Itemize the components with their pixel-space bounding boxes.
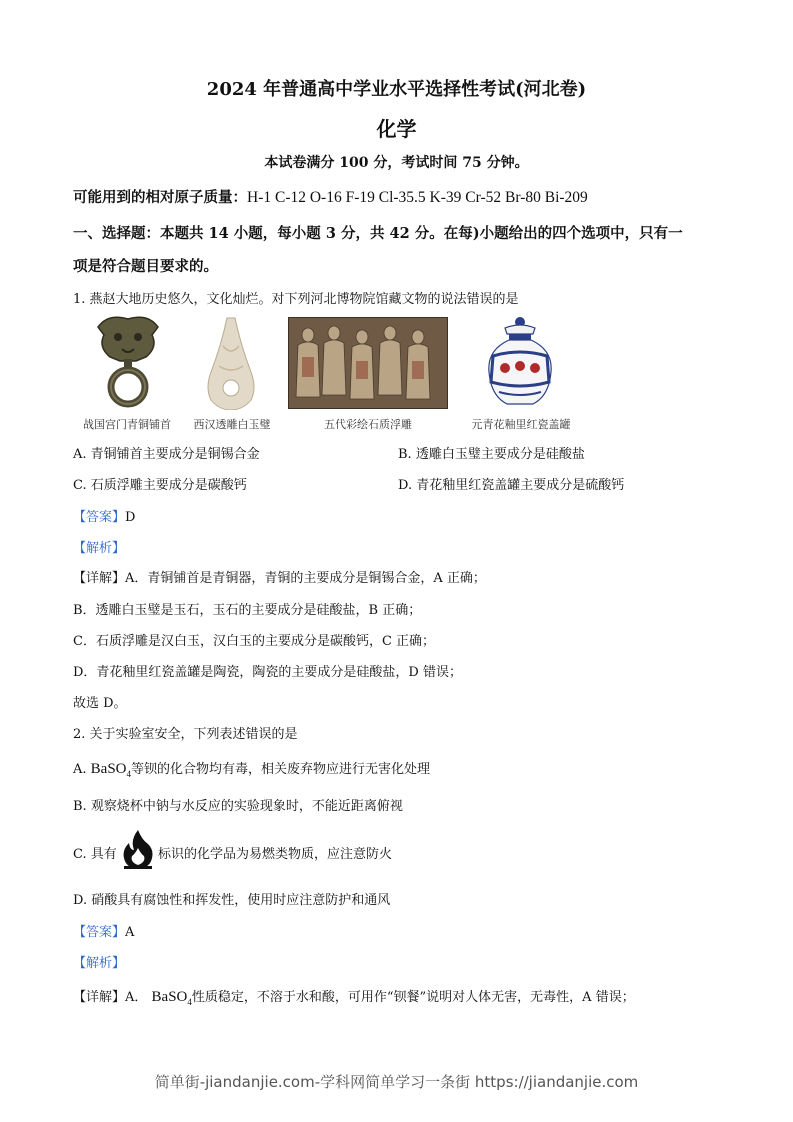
q2-answer-label: 【答案】: [73, 925, 126, 940]
q2-answer-line: [73, 921, 134, 940]
q2-analysis-label: 【解析】: [73, 956, 126, 971]
q1-option-c: C. 石质浮雕主要成分是碳酸钙: [73, 478, 247, 493]
atomic-mass-values: H-1 C-12 O-16 F-19 Cl-35.5 K-39 Cr-52 Br-80 Bi-209: [247, 189, 588, 206]
q1-detail-1: [73, 567, 486, 586]
white-jade-bi-icon: [205, 316, 257, 410]
footer-watermark: 简单街-jiandanjie.com-学科网简单学习一条街 https://jiandanjie.com: [154, 1073, 639, 1091]
q1-answer-label: 【答案】: [73, 510, 126, 525]
q2-detail-label: 【详解】: [73, 990, 126, 1005]
exam-title: 2024 年普通高中学业水平选择性考试(河北卷): [206, 79, 587, 100]
q2-option-b: B. 观察烧杯中钠与水反应的实验现象时，不能近距离俯视: [73, 799, 403, 814]
q2-answer-value: A: [125, 925, 135, 940]
baso4-formula-detail: BaSO$_4$: [151, 989, 192, 1007]
section-heading-line2: 项是符合题目要求的。: [73, 258, 218, 275]
q1-detail-label: 【详解】: [73, 571, 126, 586]
q1-option-b: B. 透雕白玉璧主要成分是硅酸盐: [398, 447, 585, 462]
baso4-formula: BaSO$_4$: [90, 761, 132, 779]
q1-detail-1-text: A．青铜铺首是青铜器，青铜的主要成分是铜锡合金，A 正确；: [125, 571, 486, 586]
q2-option-a: [73, 758, 430, 779]
q2-option-c-prefix: C. 具有: [73, 847, 117, 862]
q1-stem: 1. 燕赵大地历史悠久，文化灿烂。对下列河北博物院馆藏文物的说法错误的是: [73, 292, 519, 307]
q2-option-d: D. 硝酸具有腐蚀性和挥发性，使用时应注意防护和通风: [73, 893, 391, 908]
q1-detail-2: B．透雕白玉璧是玉石，玉石的主要成分是硅酸盐，B 正确；: [73, 603, 422, 618]
caption-bronze-door-knocker: 战国宫门青铜铺首: [83, 418, 171, 431]
porcelain-lidded-jar-icon: [485, 316, 555, 408]
q1-option-d: D. 青花釉里红瓷盖罐主要成分是硫酸钙: [398, 478, 625, 493]
flame-icon: [120, 828, 156, 870]
q2-detail-a: 【详解】A． BaSO$_4$性质稳定，不溶于水和酸，可用作“钡餐”说明对人体无害，无毒性，A 错误；: [73, 989, 635, 1007]
caption-white-jade-bi: 西汉透雕白玉璧: [193, 418, 271, 431]
q1-analysis-label: 【解析】: [73, 541, 126, 556]
exam-info: 本试卷满分 100 分，考试时间 75 分钟。: [264, 155, 529, 171]
bronze-door-knocker-icon: [92, 313, 164, 409]
atomic-mass-label: 可能用到的相对原子质量：: [73, 189, 247, 206]
q1-detail-4: D．青花釉里红瓷盖罐是陶瓷，陶瓷的主要成分是硅酸盐，D 错误；: [73, 665, 462, 680]
q1-answer-line: [73, 506, 135, 525]
q2-option-c-text: 标识的化学品为易燃类物质，应注意防火: [158, 847, 393, 862]
q1-option-a: A. 青铜铺首主要成分是铜锡合金: [73, 447, 260, 462]
q2-stem: 2. 关于实验室安全，下列表述错误的是: [73, 727, 298, 742]
q2-option-a-text: 等钡的化合物均有毒，相关废弃物应进行无害化处理: [131, 762, 431, 777]
subject-title: 化学: [376, 117, 417, 141]
q2-option-a-prefix: A.: [73, 762, 87, 777]
q1-conclusion: 故选 D。: [73, 696, 127, 711]
painted-stone-relief-icon: [288, 317, 448, 409]
section-heading-line1: 一、选择题：本题共 14 小题，每小题 3 分，共 42 分。在每)小题给出的四个选项中，只有一: [73, 225, 683, 242]
q1-detail-3: C．石质浮雕是汉白玉，汉白玉的主要成分是碳酸钙，C 正确；: [73, 634, 436, 649]
caption-painted-stone-relief: 五代彩绘石质浮雕: [324, 418, 412, 431]
q1-answer-value: D: [125, 510, 136, 525]
caption-porcelain-lidded-jar: 元青花釉里红瓷盖罐: [471, 418, 571, 431]
atomic-mass-line: [73, 186, 588, 207]
q2-detail-a-text: 性质稳定，不溶于水和酸，可用作“钡餐”说明对人体无害，无毒性，A 错误；: [191, 990, 635, 1005]
